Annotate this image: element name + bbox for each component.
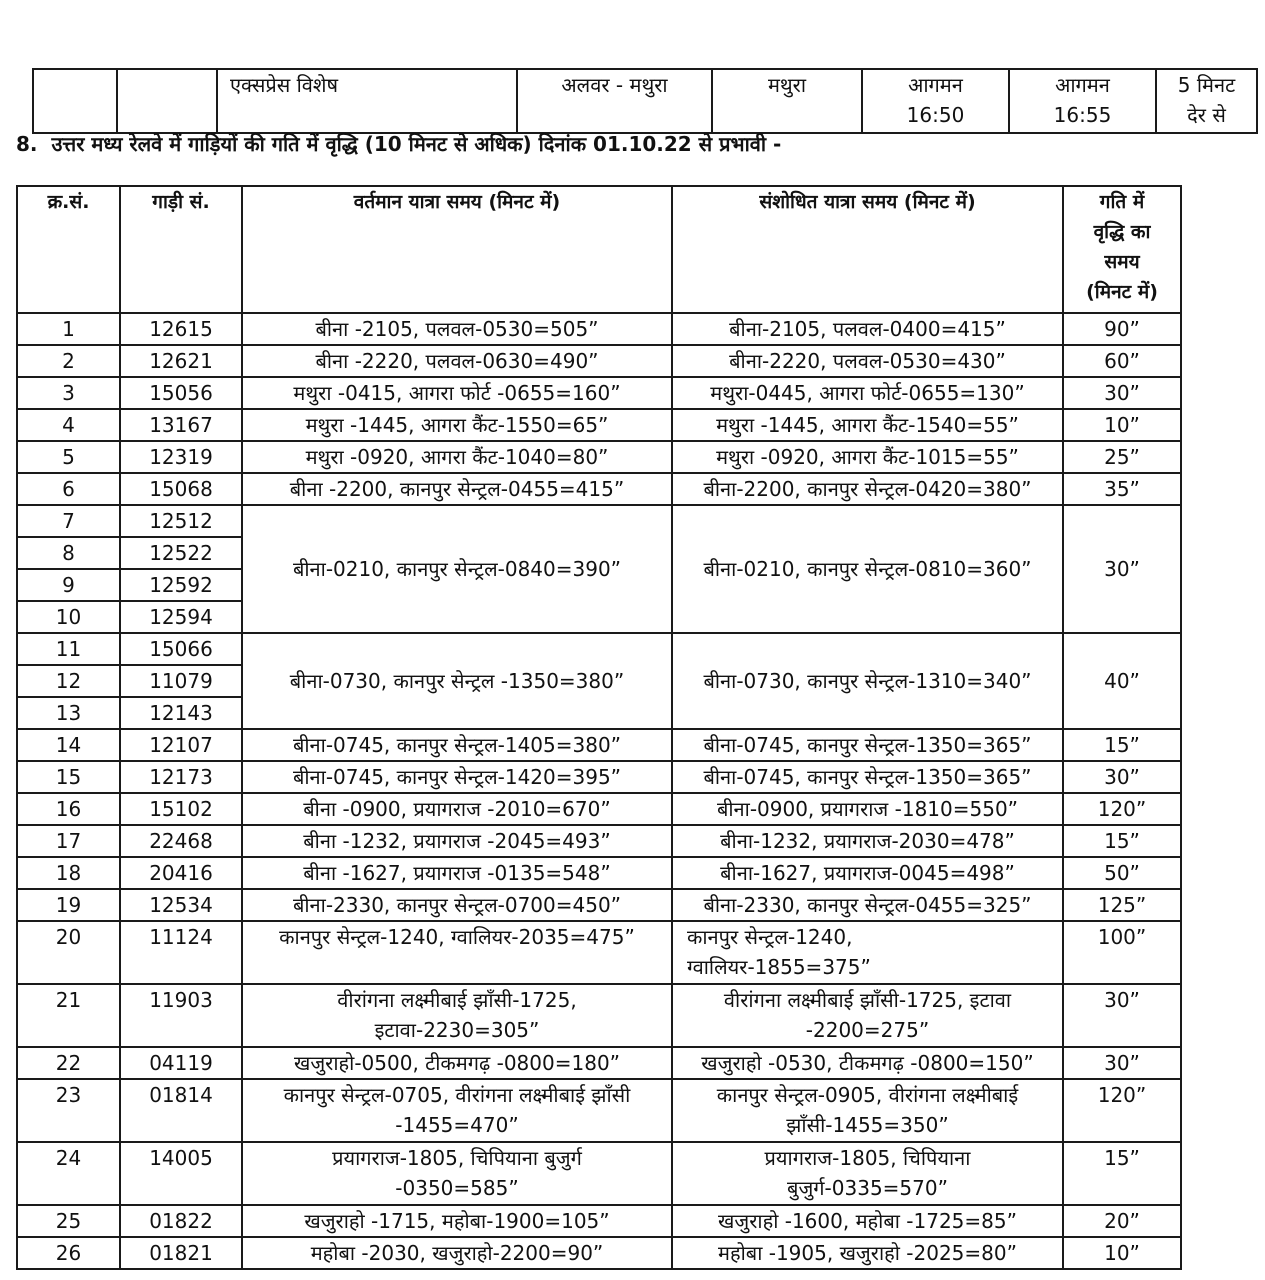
header-gain-line: वृद्धि का xyxy=(1093,221,1151,243)
table-row xyxy=(17,409,1181,441)
revised-time-cell: बीना-1232, प्रयागराज-2030=478” xyxy=(672,825,1063,857)
serial-cell: 9 xyxy=(17,569,120,601)
serial-cell: 24 xyxy=(17,1142,120,1205)
serial-cell: 12 xyxy=(17,665,120,697)
serial-cell: 26 xyxy=(17,1237,120,1269)
serial-cell: 5 xyxy=(17,441,120,473)
section-heading xyxy=(16,130,781,158)
header-current-time: वर्तमान यात्रा समय (मिनट में) xyxy=(242,186,672,313)
current-time-cell: बीना -0900, प्रयागराज -2010=670” xyxy=(242,793,672,825)
current-time-line: प्रयागराज-1805, चिपियाना बुजुर्ग xyxy=(332,1146,582,1170)
current-time-cell: बीना-0730, कानपुर सेन्ट्रल -1350=380” xyxy=(242,633,672,729)
train-cell: 15102 xyxy=(120,793,242,825)
train-type-cell: एक्सप्रेस विशेष xyxy=(217,69,517,133)
table-row xyxy=(17,857,1181,889)
table-row xyxy=(17,1142,1181,1205)
gain-cell: 15” xyxy=(1063,729,1181,761)
revised-time-cell: खजुराहो -0530, टीकमगढ़ -0800=150” xyxy=(672,1047,1063,1079)
current-time-cell: कानपुर सेन्ट्रल-1240, ग्वालियर-2035=475” xyxy=(242,921,672,984)
arrival-time: 16:50 xyxy=(906,103,965,127)
serial-cell: 11 xyxy=(17,633,120,665)
current-time-cell xyxy=(242,1142,672,1205)
table-row xyxy=(17,1079,1181,1142)
table-row xyxy=(17,793,1181,825)
header-gain-line: गति में xyxy=(1099,191,1145,213)
blank-cell xyxy=(117,69,217,133)
arrival-label: आगमन xyxy=(908,73,963,97)
gain-cell: 15” xyxy=(1063,1142,1181,1205)
table-header-row xyxy=(17,186,1181,313)
revised-time-cell: खजुराहो -1600, महोबा -1725=85” xyxy=(672,1205,1063,1237)
header-gain-line: समय xyxy=(1104,251,1140,273)
serial-cell: 17 xyxy=(17,825,120,857)
current-time-cell: बीना -2220, पलवल-0630=490” xyxy=(242,345,672,377)
train-cell: 15066 xyxy=(120,633,242,665)
current-time-cell xyxy=(242,1079,672,1142)
table-row xyxy=(17,984,1181,1047)
train-cell: 01821 xyxy=(120,1237,242,1269)
revised-time-cell xyxy=(672,984,1063,1047)
revised-time-line: झाँसी-1455=350” xyxy=(786,1113,949,1137)
gain-cell: 120” xyxy=(1063,793,1181,825)
train-cell: 15056 xyxy=(120,377,242,409)
serial-cell: 8 xyxy=(17,537,120,569)
current-time-cell: बीना -2200, कानपुर सेन्ट्रल-0455=415” xyxy=(242,473,672,505)
revised-time-cell: बीना-2330, कानपुर सेन्ट्रल-0455=325” xyxy=(672,889,1063,921)
gain-cell: 15” xyxy=(1063,825,1181,857)
revised-time-cell: बीना-2220, पलवल-0530=430” xyxy=(672,345,1063,377)
train-cell: 12594 xyxy=(120,601,242,633)
gain-cell: 40” xyxy=(1063,633,1181,729)
revised-time-cell: बीना-0900, प्रयागराज -1810=550” xyxy=(672,793,1063,825)
table-row xyxy=(17,1047,1181,1079)
delay-line: देर से xyxy=(1187,103,1226,127)
table-row xyxy=(17,505,1181,537)
table-row xyxy=(17,313,1181,345)
revised-time-cell: बीना-2200, कानपुर सेन्ट्रल-0420=380” xyxy=(672,473,1063,505)
train-cell: 15068 xyxy=(120,473,242,505)
blank-cell xyxy=(33,69,117,133)
current-time-line: कानपुर सेन्ट्रल-0705, वीरांगना लक्ष्मीबाई झाँसी xyxy=(283,1083,631,1107)
serial-cell: 16 xyxy=(17,793,120,825)
revised-time-cell: बीना-0745, कानपुर सेन्ट्रल-1350=365” xyxy=(672,761,1063,793)
current-time-cell: महोबा -2030, खजुराहो-2200=90” xyxy=(242,1237,672,1269)
gain-cell: 10” xyxy=(1063,1237,1181,1269)
current-time-cell: मथुरा -0415, आगरा फोर्ट -0655=160” xyxy=(242,377,672,409)
section-number: 8. xyxy=(16,132,38,156)
current-time-cell: मथुरा -1445, आगरा कैंट-1550=65” xyxy=(242,409,672,441)
delay-line: 5 मिनट xyxy=(1177,73,1236,97)
current-time-cell: बीना-0745, कानपुर सेन्ट्रल-1405=380” xyxy=(242,729,672,761)
revised-time-cell: मथुरा-0445, आगरा फोर्ट-0655=130” xyxy=(672,377,1063,409)
serial-cell: 22 xyxy=(17,1047,120,1079)
current-time-line: वीरांगना लक्ष्मीबाई झाँसी-1725, xyxy=(337,988,577,1012)
table-row xyxy=(17,1237,1181,1269)
train-cell: 12319 xyxy=(120,441,242,473)
revised-time-cell: बीना-0745, कानपुर सेन्ट्रल-1350=365” xyxy=(672,729,1063,761)
current-time-line: -1455=470” xyxy=(395,1113,519,1137)
revised-time-line: वीरांगना लक्ष्मीबाई झाँसी-1725, इटावा xyxy=(723,988,1012,1012)
previous-table-fragment xyxy=(32,68,1258,134)
table-row xyxy=(17,345,1181,377)
train-cell: 22468 xyxy=(120,825,242,857)
gain-cell: 25” xyxy=(1063,441,1181,473)
current-time-cell: बीना -1232, प्रयागराज -2045=493” xyxy=(242,825,672,857)
gain-cell: 125” xyxy=(1063,889,1181,921)
table-row xyxy=(17,633,1181,665)
train-cell: 04119 xyxy=(120,1047,242,1079)
current-time-cell: बीना-0210, कानपुर सेन्ट्रल-0840=390” xyxy=(242,505,672,633)
speed-increase-table xyxy=(16,185,1182,1270)
serial-cell: 18 xyxy=(17,857,120,889)
table-row xyxy=(17,729,1181,761)
revised-time-cell: महोबा -1905, खजुराहो -2025=80” xyxy=(672,1237,1063,1269)
current-time-cell: बीना-2330, कानपुर सेन्ट्रल-0700=450” xyxy=(242,889,672,921)
serial-cell: 19 xyxy=(17,889,120,921)
train-cell: 13167 xyxy=(120,409,242,441)
arrival-old-cell xyxy=(862,69,1009,133)
serial-cell: 13 xyxy=(17,697,120,729)
train-cell: 01814 xyxy=(120,1079,242,1142)
arrival-time: 16:55 xyxy=(1053,103,1112,127)
gain-cell: 10” xyxy=(1063,409,1181,441)
train-cell: 12173 xyxy=(120,761,242,793)
station-cell: मथुरा xyxy=(712,69,862,133)
current-time-line: इटावा-2230=305” xyxy=(374,1018,540,1042)
gain-cell: 30” xyxy=(1063,761,1181,793)
train-cell: 12522 xyxy=(120,537,242,569)
train-cell: 12107 xyxy=(120,729,242,761)
serial-cell: 25 xyxy=(17,1205,120,1237)
revised-time-cell: बीना-2105, पलवल-0400=415” xyxy=(672,313,1063,345)
revised-time-line: -2200=275” xyxy=(805,1018,930,1042)
header-serial: क्र.सं. xyxy=(17,186,120,313)
serial-cell: 7 xyxy=(17,505,120,537)
revised-time-line: कानपुर सेन्ट्रल-1240, xyxy=(687,925,853,949)
current-time-cell: बीना -1627, प्रयागराज -0135=548” xyxy=(242,857,672,889)
train-cell: 12512 xyxy=(120,505,242,537)
revised-time-cell xyxy=(672,1079,1063,1142)
train-cell: 12143 xyxy=(120,697,242,729)
revised-time-cell: बीना-0730, कानपुर सेन्ट्रल-1310=340” xyxy=(672,633,1063,729)
gain-cell: 35” xyxy=(1063,473,1181,505)
table-row xyxy=(17,1205,1181,1237)
serial-cell: 1 xyxy=(17,313,120,345)
train-cell: 12615 xyxy=(120,313,242,345)
header-time-gain xyxy=(1063,186,1181,313)
arrival-new-cell xyxy=(1009,69,1156,133)
current-time-cell: मथुरा -0920, आगरा कैंट-1040=80” xyxy=(242,441,672,473)
revised-time-cell: बीना-0210, कानपुर सेन्ट्रल-0810=360” xyxy=(672,505,1063,633)
table-row xyxy=(17,761,1181,793)
train-cell: 11903 xyxy=(120,984,242,1047)
gain-cell: 30” xyxy=(1063,505,1181,633)
revised-time-cell xyxy=(672,1142,1063,1205)
route-cell: अलवर - मथुरा xyxy=(517,69,712,133)
train-cell: 11124 xyxy=(120,921,242,984)
current-time-cell xyxy=(242,984,672,1047)
current-time-cell: खजुराहो-0500, टीकमगढ़ -0800=180” xyxy=(242,1047,672,1079)
serial-cell: 20 xyxy=(17,921,120,984)
train-cell: 12621 xyxy=(120,345,242,377)
serial-cell: 4 xyxy=(17,409,120,441)
delay-cell xyxy=(1156,69,1257,133)
current-time-line: -0350=585” xyxy=(395,1176,519,1200)
train-cell: 20416 xyxy=(120,857,242,889)
revised-time-cell xyxy=(672,921,1063,984)
arrival-label: आगमन xyxy=(1055,73,1110,97)
header-revised-time: संशोधित यात्रा समय (मिनट में) xyxy=(672,186,1063,313)
header-train-no: गाड़ी सं. xyxy=(120,186,242,313)
gain-cell: 30” xyxy=(1063,1047,1181,1079)
revised-time-line: प्रयागराज-1805, चिपियाना xyxy=(764,1146,971,1170)
gain-cell: 100” xyxy=(1063,921,1181,984)
table-row xyxy=(17,441,1181,473)
revised-time-cell: मथुरा -1445, आगरा कैंट-1540=55” xyxy=(672,409,1063,441)
header-gain-line: (मिनट में) xyxy=(1086,281,1158,303)
gain-cell: 120” xyxy=(1063,1079,1181,1142)
train-cell: 01822 xyxy=(120,1205,242,1237)
current-time-cell: बीना-0745, कानपुर सेन्ट्रल-1420=395” xyxy=(242,761,672,793)
train-cell: 12534 xyxy=(120,889,242,921)
previous-table-row xyxy=(33,69,1257,133)
table-row xyxy=(17,921,1181,984)
serial-cell: 2 xyxy=(17,345,120,377)
serial-cell: 23 xyxy=(17,1079,120,1142)
revised-time-cell: बीना-1627, प्रयागराज-0045=498” xyxy=(672,857,1063,889)
serial-cell: 6 xyxy=(17,473,120,505)
train-cell: 14005 xyxy=(120,1142,242,1205)
current-time-cell: बीना -2105, पलवल-0530=505” xyxy=(242,313,672,345)
gain-cell: 60” xyxy=(1063,345,1181,377)
revised-time-line: कानपुर सेन्ट्रल-0905, वीरांगना लक्ष्मीबाई xyxy=(716,1083,1019,1107)
serial-cell: 3 xyxy=(17,377,120,409)
current-time-cell: खजुराहो -1715, महोबा-1900=105” xyxy=(242,1205,672,1237)
table-row xyxy=(17,377,1181,409)
revised-time-cell: मथुरा -0920, आगरा कैंट-1015=55” xyxy=(672,441,1063,473)
table-row xyxy=(17,889,1181,921)
gain-cell: 30” xyxy=(1063,984,1181,1047)
revised-time-line: ग्वालियर-1855=375” xyxy=(687,955,871,979)
train-cell: 12592 xyxy=(120,569,242,601)
gain-cell: 50” xyxy=(1063,857,1181,889)
table-row xyxy=(17,473,1181,505)
train-cell: 11079 xyxy=(120,665,242,697)
serial-cell: 21 xyxy=(17,984,120,1047)
gain-cell: 90” xyxy=(1063,313,1181,345)
serial-cell: 15 xyxy=(17,761,120,793)
revised-time-line: बुजुर्ग-0335=570” xyxy=(787,1176,948,1200)
table-row xyxy=(17,825,1181,857)
gain-cell: 20” xyxy=(1063,1205,1181,1237)
serial-cell: 10 xyxy=(17,601,120,633)
serial-cell: 14 xyxy=(17,729,120,761)
section-title: उत्तर मध्य रेलवे में गाड़ियों की गति में वृद्धि (10 मिनट से अधिक) दिनांक 01.10.22 से प्रभावी - xyxy=(51,132,782,156)
gain-cell: 30” xyxy=(1063,377,1181,409)
